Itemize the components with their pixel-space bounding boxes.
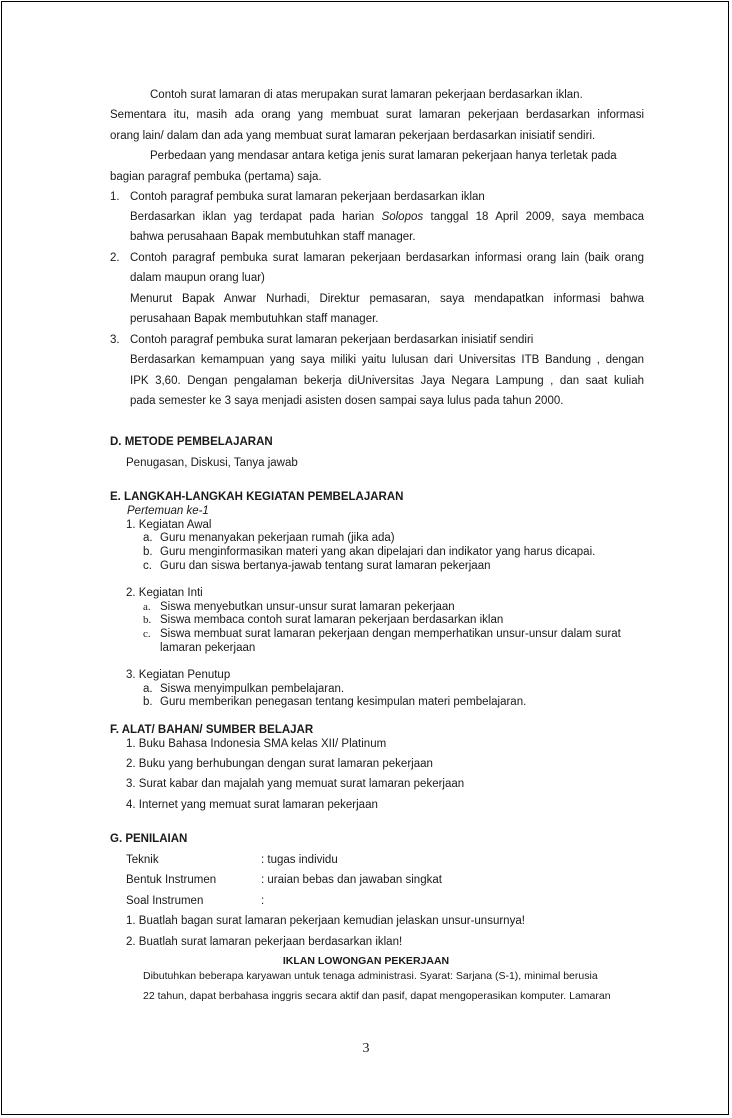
- example-2-number: 2.: [110, 252, 120, 264]
- penutup-a-marker: a.: [143, 683, 153, 695]
- section-g-heading: G. PENILAIAN: [110, 833, 188, 845]
- section-f-heading: F. ALAT/ BAHAN/ SUMBER BELAJAR: [110, 724, 314, 736]
- penutup-a-text: Siswa menyimpulkan pembelajaran.: [160, 683, 345, 695]
- inti-c-text: Siswa membuat surat lamaran pekerjaan dengan memperhatikan unsur-unsur dalam surat: [160, 628, 621, 640]
- meeting-label: Pertemuan ke-1: [127, 505, 209, 517]
- job-ad-title: IKLAN LOWONGAN PEKERJAAN: [282, 955, 450, 967]
- section-e-heading: E. LANGKAH-LANGKAH KEGIATAN PEMBELAJARAN: [110, 491, 404, 503]
- example-3-body-line1: Berdasarkan kemampuan yang saya miliki yaitu lulusan dari Universitas ITB Bandung , dengan: [130, 354, 644, 366]
- resource-item-3: 3. Surat kabar dan majalah yang memuat surat lamaran pekerjaan: [126, 778, 465, 790]
- example-3-body-line2: IPK 3,60. Dengan pengalaman bekerja diUniversitas Jaya Negara Lampung , dan saat kuliah: [130, 375, 644, 387]
- assessment-value-soal: :: [261, 895, 265, 907]
- intro-p1-line1: Contoh surat lamaran di atas merupakan surat lamaran pekerjaan berdasarkan iklan.: [150, 89, 583, 101]
- inti-c-text-cont: lamaran pekerjaan: [160, 642, 256, 654]
- kegiatan-inti-title: 2. Kegiatan Inti: [126, 587, 203, 599]
- question-1: 1. Buatlah bagan surat lamaran pekerjaan kemudian jelaskan unsur-unsurnya!: [126, 915, 525, 927]
- inti-c-marker: c.: [143, 628, 151, 640]
- intro-p1-line2: Sementara itu, masih ada orang yang membuat surat lamaran pekerjaan berdasarkan informasi: [110, 109, 644, 121]
- assessment-value-bentuk: : uraian bebas dan jawaban singkat: [261, 874, 442, 886]
- question-2: 2. Buatlah surat lamaran pekerjaan berdasarkan iklan!: [126, 936, 403, 948]
- example-2-body-line1: Menurut Bapak Anwar Nurhadi, Direktur pemasaran, saya mendapatkan informasi bahwa: [130, 293, 644, 305]
- inti-b-marker: b.: [143, 614, 152, 626]
- kegiatan-penutup-title: 3. Kegiatan Penutup: [126, 669, 231, 681]
- awal-c-marker: c.: [143, 560, 152, 572]
- example-2-body-line2: perusahaan Bapak membutuhkan staff manager.: [130, 313, 379, 325]
- example-2-title-line2: dalam maupun orang luar): [130, 272, 265, 284]
- example-1-body-line2: bahwa perusahaan Bapak membutuhkan staff manager.: [130, 231, 416, 243]
- intro-p2-line2: bagian paragraf pembuka (pertama) saja.: [110, 171, 322, 183]
- example-2-title-line1: Contoh paragraf pembuka surat lamaran pekerjaan berdasarkan informasi orang lain (baik orang: [130, 252, 644, 264]
- intro-p2-line1: Perbedaan yang mendasar antara ketiga jenis surat lamaran pekerjaan hanya terletak pada: [150, 150, 617, 162]
- penutup-b-text: Guru memberikan penegasan tentang kesimpulan materi pembelajaran.: [160, 696, 527, 708]
- awal-a-text: Guru menanyakan pekerjaan rumah (jika ada): [160, 532, 395, 544]
- intro-p1-line3: orang lain/ dalam dan ada yang membuat surat lamaran pekerjaan berdasarkan inisiatif sendiri.: [110, 130, 596, 142]
- assessment-label-bentuk: Bentuk Instrumen: [126, 874, 217, 886]
- assessment-label-teknik: Teknik: [126, 854, 159, 866]
- section-d-text: Penugasan, Diskusi, Tanya jawab: [126, 457, 298, 469]
- job-ad-line2: 22 tahun, dapat berbahasa inggris secara aktif dan pasif, dapat mengoperasikan komputer. Lamaran: [143, 990, 611, 1002]
- page-number: 3: [362, 1041, 370, 1056]
- example-1-title: Contoh paragraf pembuka surat lamaran pekerjaan berdasarkan iklan: [130, 191, 485, 203]
- resource-item-4: 4. Internet yang memuat surat lamaran pekerjaan: [126, 799, 378, 811]
- job-ad-line1: Dibutuhkan beberapa karyawan untuk tenaga administrasi. Syarat: Sarjana (S-1), minimal berusia: [143, 970, 598, 982]
- example-3-body-line3: pada semester ke 3 saya menjadi asisten dosen sampai saya lulus pada tahun 2000.: [130, 395, 564, 407]
- example-3-title: Contoh paragraf pembuka surat lamaran pekerjaan berdasarkan inisiatif sendiri: [130, 334, 534, 346]
- assessment-value-teknik: : tugas individu: [261, 854, 338, 866]
- kegiatan-awal-title: 1. Kegiatan Awal: [126, 519, 212, 531]
- penutup-b-marker: b.: [143, 696, 153, 708]
- awal-c-text: Guru dan siswa bertanya-jawab tentang surat lamaran pekerjaan: [160, 560, 491, 572]
- example-1-body-line1: Berdasarkan iklan yag terdapat pada harian Solopos tanggal 18 April 2009, saya membaca: [130, 211, 644, 223]
- example-3-number: 3.: [110, 334, 120, 346]
- resource-item-1: 1. Buku Bahasa Indonesia SMA kelas XII/ Platinum: [126, 738, 387, 750]
- awal-a-marker: a.: [143, 532, 153, 544]
- assessment-label-soal: Soal Instrumen: [126, 895, 204, 907]
- example-1-number: 1.: [110, 191, 120, 203]
- awal-b-text: Guru menginformasikan materi yang akan dipelajari dan indikator yang harus dicapai.: [160, 546, 596, 558]
- section-d-heading: D. METODE PEMBELAJARAN: [110, 436, 273, 448]
- inti-a-text: Siswa menyebutkan unsur-unsur surat lamaran pekerjaan: [160, 601, 455, 613]
- awal-b-marker: b.: [143, 546, 153, 558]
- inti-a-marker: a.: [143, 601, 151, 613]
- inti-b-text: Siswa membaca contoh surat lamaran pekerjaan berdasarkan iklan: [160, 614, 504, 626]
- resource-item-2: 2. Buku yang berhubungan dengan surat lamaran pekerjaan: [126, 758, 433, 770]
